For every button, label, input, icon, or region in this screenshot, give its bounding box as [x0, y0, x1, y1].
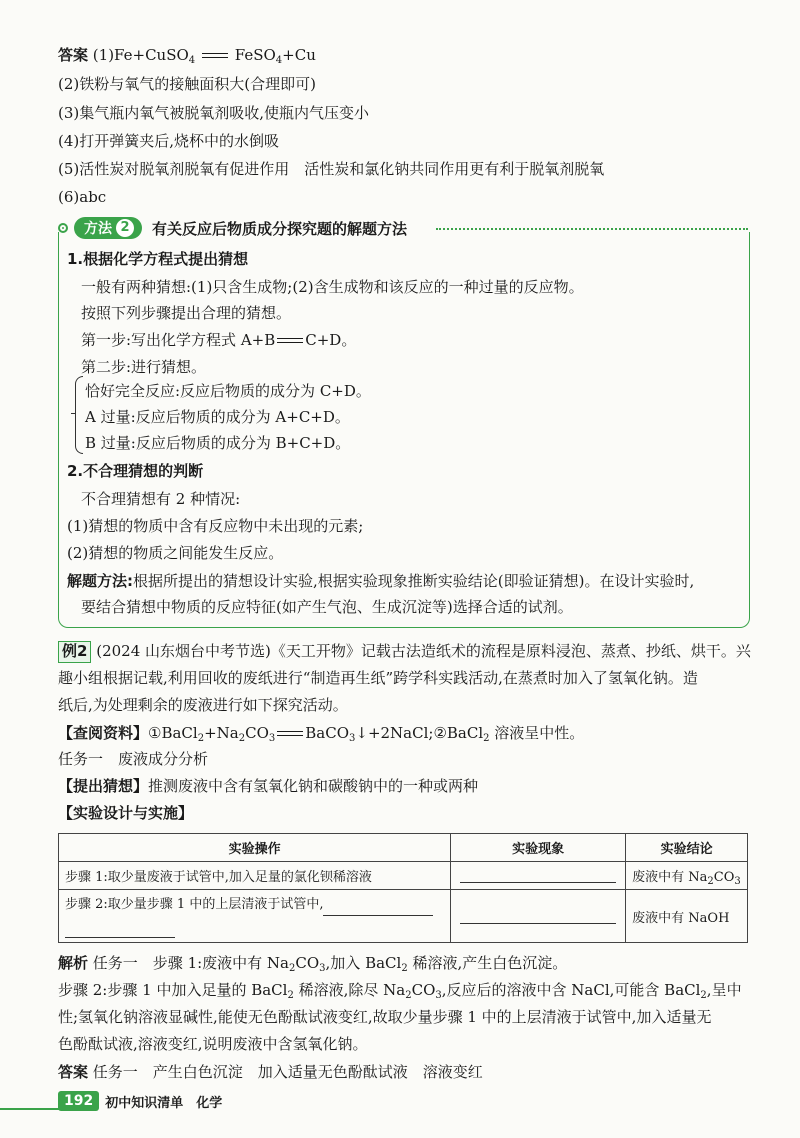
analysis-line-2: 步骤 2:步骤 1 中加入足量的 BaCl$_2$ 稀溶液,除尽 $Na_2CO_3$,反应后的溶液中含 NaCl,可能含 BaCl$_2$,呈中: [58, 981, 742, 1001]
answer-line-5: (5)活性炭对脱氧剂脱氧有促进作用 活性炭和氯化钠共同作用更有利于脱氧剂脱氧: [58, 160, 605, 178]
method-para-4: 第二步:进行猜想。: [81, 358, 207, 376]
equals-sign: [200, 44, 230, 66]
footer: [58, 1091, 222, 1111]
answer-label: 答案: [58, 46, 89, 64]
example-intro: [58, 638, 751, 719]
answer-line-4: (4)打开弹簧夹后,烧杯中的水倒吸: [58, 132, 280, 150]
equals-sign: [275, 722, 305, 744]
answer-line-1: 答案 (1)Fe+CuSO$_4$ FeSO$_4$+Cu: [58, 46, 316, 66]
method-para-q2: (2)猜想的物质之间能发生反应。: [67, 544, 284, 562]
analysis-line-4: 色酚酞试液,溶液变红,说明废液中含氢氧化钠。: [58, 1035, 368, 1053]
case-1: 恰好完全反应:反应后物质的成分为 C+D。: [85, 382, 371, 400]
method-title: 有关反应后物质成分探究题的解题方法: [152, 219, 408, 238]
method-heading-1: 1.根据化学方程式提出猜想: [67, 250, 249, 268]
example-line-1: 例2 (2024 山东烟台中考节选)《天工开物》记载古法造纸术的流程是原料浸泡、蒸煮、抄纸、烘干。兴: [58, 638, 748, 665]
task-one: 任务一 废液成分分析: [58, 750, 209, 768]
row1-operation: 步骤 1:取少量废液于试管中,加入足量的氯化钡稀溶液: [59, 862, 451, 890]
header-conclusion: 实验结论: [626, 834, 748, 862]
answer-line-2: (2)铁粉与氧气的接触面积大(合理即可): [58, 75, 316, 93]
hypothesis-line: 【提出猜想】推测废液中含有氢氧化钠和碳酸钠中的一种或两种: [58, 777, 479, 795]
table-header-row: [59, 834, 748, 862]
method-para-3: 第一步:写出化学方程式 A+B C+D。: [81, 331, 357, 349]
row2-conclusion: 废液中有 NaOH: [626, 890, 748, 943]
table-row: [59, 862, 748, 890]
method-para-1: 一般有两种猜想:(1)只含生成物;(2)含生成物和该反应的一种过量的反应物。: [81, 278, 584, 296]
header-phenomenon: 实验现象: [451, 834, 626, 862]
answer-blank[interactable]: [460, 869, 616, 883]
case-2: A 过量:反应后物质的成分为 A+C+D。: [85, 408, 350, 426]
brace-icon: [75, 376, 83, 454]
method-heading-2: 2.不合理猜想的判断: [67, 462, 204, 480]
method-tip-1: 解题方法:根据所提出的猜想设计实验,根据实验现象推断实验结论(即验证猜想)。在设计实验时,: [67, 572, 695, 590]
row1-phenomenon: [451, 862, 626, 890]
method-dotted-rule: [436, 228, 748, 230]
answer2-line: 答案 任务一 产生白色沉淀 加入适量无色酚酞试液 溶液变红: [58, 1063, 483, 1081]
row2-phenomenon: [451, 890, 626, 943]
page-number: 192: [58, 1091, 99, 1111]
design-heading: 【实验设计与实施】: [58, 804, 194, 822]
example-tag: 例2: [58, 641, 91, 663]
header-operation: 实验操作: [59, 834, 451, 862]
method-para-q1: (1)猜想的物质中含有反应物中未出现的元素;: [67, 517, 364, 535]
reference-line: 【查阅资料】$①BaCl_2+Na_2CO_3$ BaCO$_3$↓+2NaCl;②BaCl$_2$ 溶液呈中性。: [58, 724, 585, 744]
row1-conclusion: 废液中有 $Na_2CO_3$: [626, 862, 748, 890]
case-3: B 过量:反应后物质的成分为 B+C+D。: [85, 434, 351, 452]
analysis-line-1: 解析 任务一 步骤 1:废液中有 $Na_2CO_3$,加入 BaCl$_2$ 稀溶液,产生白色沉淀。: [58, 954, 568, 974]
example-line-2: 趣小组根据记载,利用回收的废纸进行“制造再生纸”跨学科实践活动,在蒸煮时加入了氢氧化钠。造: [58, 669, 698, 687]
experiment-table: [58, 833, 748, 943]
answer-line-6: (6)abc: [58, 188, 107, 206]
method-box: [58, 232, 750, 628]
method-para-q0: 不合理猜想有 2 种情况:: [81, 490, 241, 508]
method-pill: 方法 2: [74, 217, 142, 239]
equals-sign: [275, 329, 305, 351]
analysis-line-3: 性;氢氧化钠溶液显碱性,能使无色酚酞试液变红,故取少量步骤 1 中的上层清液于试管中,加入适量无: [58, 1008, 712, 1026]
answer-blank[interactable]: [323, 902, 433, 916]
answer-blank[interactable]: [460, 910, 616, 924]
answer-line-3: (3)集气瓶内氧气被脱氧剂吸收,使瓶内气压变小: [58, 104, 370, 122]
method-para-2: 按照下列步骤提出合理的猜想。: [81, 304, 292, 322]
example-line-3: 纸后,为处理剩余的废液进行如下探究活动。: [58, 696, 348, 714]
answer-blank[interactable]: [65, 924, 175, 938]
table-row: [59, 890, 748, 943]
method-tip-2: 要结合猜想中物质的反应特征(如产生气泡、生成沉淀等)选择合适的试剂。: [81, 598, 573, 616]
book-title: 初中知识清单 化学: [105, 1095, 223, 1111]
footer-rule: [0, 1108, 60, 1110]
row2-operation: 步骤 2:取少量步骤 1 中的上层清液于试管中,: [59, 890, 451, 943]
